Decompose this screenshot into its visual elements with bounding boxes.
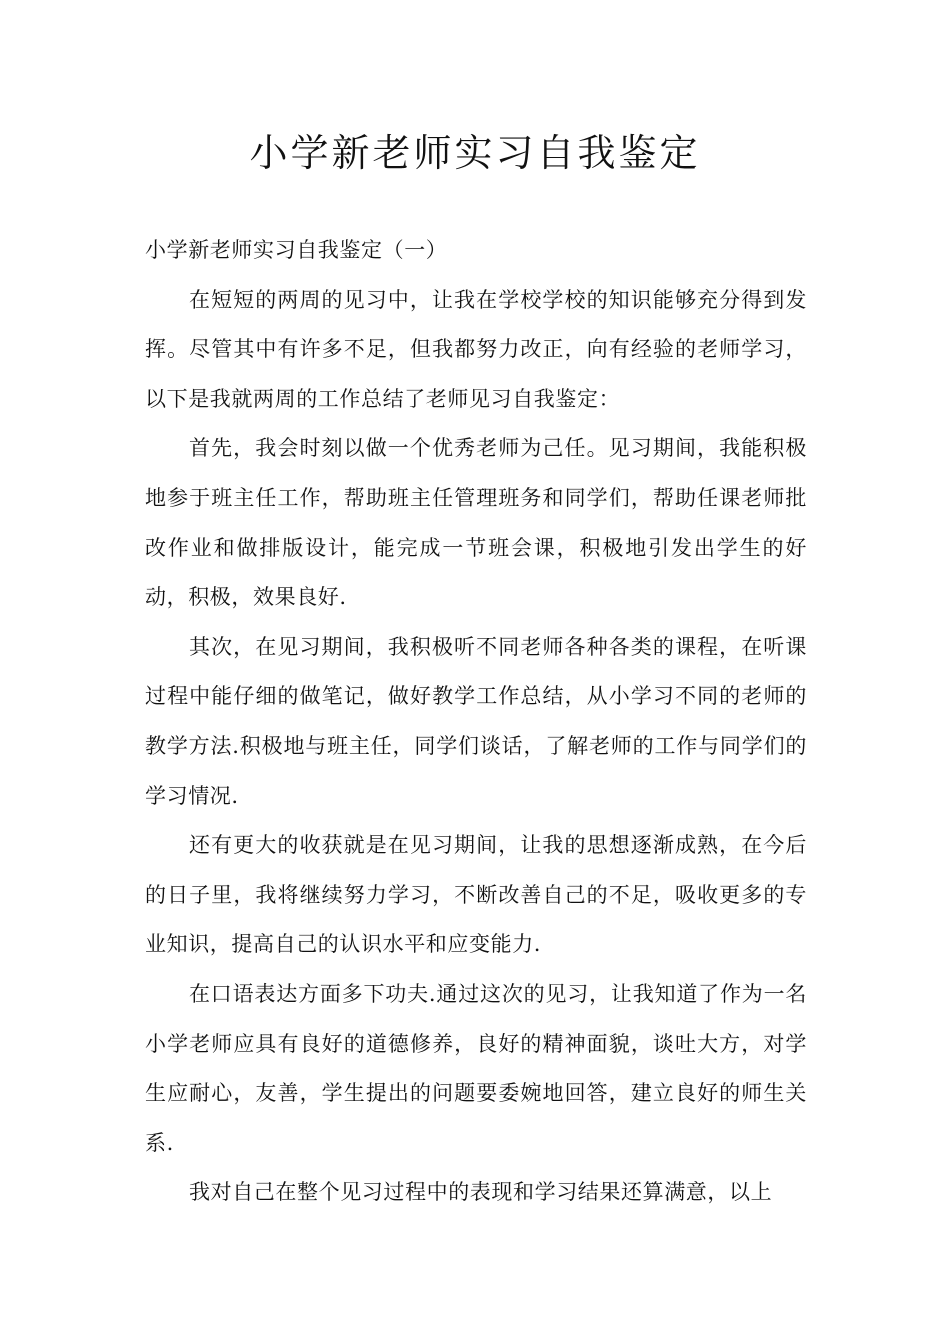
document-title: 小学新老师实习自我鉴定 [249, 131, 701, 175]
paragraph-speech: 在口语表达方面多下功夫.通过这次的见习，让我知道了作为一名小学老师应具有良好的道德修养，良好的精神面貌，谈吐大方，对学生应耐心，友善，学生提出的问题要委婉地回答，建立良好的师生关系. [145, 981, 807, 1155]
document-body [145, 226, 807, 1218]
paragraph-first: 首先，我会时刻以做一个优秀老师为己任。见习期间，我能积极地参于班主任工作，帮助班主任管理班务和同学们，帮助任课老师批改作业和做排版设计，能完成一节班会课，积极地引发出学生的好动，积极，效果良好. [145, 436, 807, 610]
paragraph-second: 其次，在见习期间，我积极听不同老师各种各类的课程，在听课过程中能仔细的做笔记，做好教学工作总结，从小学习不同的老师的教学方法.积极地与班主任，同学们谈话，了解老师的工作与同学们的学习情况. [145, 634, 807, 808]
section-heading: 小学新老师实习自我鉴定（一） [145, 238, 448, 262]
paragraph-growth: 还有更大的收获就是在见习期间，让我的思想逐渐成熟，在今后的日子里，我将继续努力学习，不断改善自己的不足，吸收更多的专业知识，提高自己的认识水平和应变能力. [145, 833, 807, 957]
paragraph-intro: 在短短的两周的见习中，让我在学校学校的知识能够充分得到发挥。尽管其中有许多不足，但我都努力改正，向有经验的老师学习，以下是我就两周的工作总结了老师见习自我鉴定： [145, 287, 807, 411]
paragraph-conclusion: 我对自己在整个见习过程中的表现和学习结果还算满意，以上 [189, 1180, 773, 1205]
